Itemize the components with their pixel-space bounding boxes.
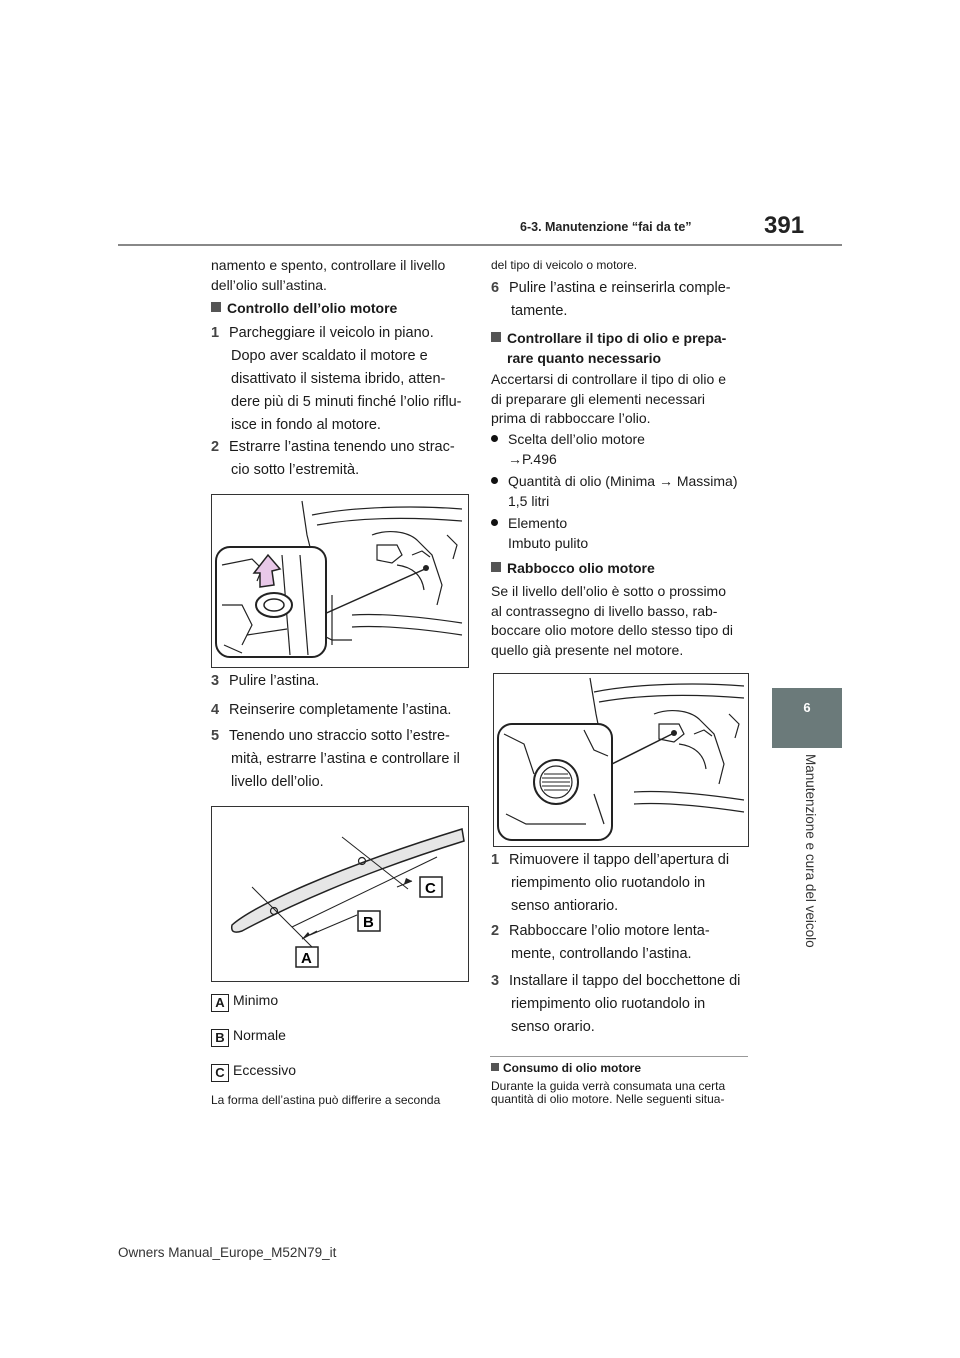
step-line: Dopo aver scaldato il motore e (231, 348, 428, 364)
bullet-oil-quantity (491, 472, 753, 511)
dipstick-illustration (212, 807, 468, 981)
bullet-text: Imbuto pulito (508, 534, 589, 551)
note-text (491, 1080, 753, 1106)
step-line: cio sotto l’estremità. (231, 462, 360, 478)
figure-dipstick-location (211, 494, 469, 668)
paragraph-line: boccare olio motore dello stesso tipo di (491, 622, 734, 638)
note-continued: del tipo di veicolo o motore. (491, 258, 638, 272)
step-number: 1 (491, 852, 500, 868)
chapter-title: Manutenzione e cura del veicolo (803, 754, 818, 948)
step-line: senso antiorario. (511, 898, 619, 914)
legend-minimo (211, 992, 278, 1012)
heading-square-icon (491, 562, 501, 572)
step-line: riempimento olio ruotandolo in (511, 875, 706, 891)
step-2 (211, 436, 473, 482)
bullet-text: Quantità di olio (Minima → Massima) (508, 473, 738, 489)
bullet-text: Elemento (508, 515, 568, 531)
step-number: 4 (211, 702, 220, 718)
step-line: isce in fondo al motore. (231, 417, 381, 433)
heading-label: Rabbocco olio motore (507, 560, 655, 576)
note-heading-label: Consumo di olio motore (503, 1061, 641, 1075)
label-a: A (301, 950, 312, 967)
legend-text: Eccessivo (233, 1062, 297, 1078)
note-square-icon (491, 1063, 499, 1071)
paragraph-line: Accertarsi di controllare il tipo di olio e (491, 371, 726, 387)
step-1 (211, 322, 473, 437)
label-c: C (425, 880, 436, 897)
step-line: Rabboccare l’olio motore lenta- (509, 923, 710, 939)
label-b: B (363, 914, 374, 931)
step-line: Reinserire completamente l’astina. (229, 702, 452, 718)
bullet-icon (491, 477, 498, 484)
step-line: Parcheggiare il veicolo in piano. (229, 325, 434, 341)
step-6 (491, 277, 753, 323)
step-line: Rimuovere il tappo dell’apertura di (509, 852, 730, 868)
step-line: Estrarre l’astina tenendo uno strac- (229, 439, 455, 455)
paragraph-line: di preparare gli elementi necessari (491, 390, 705, 407)
refill-step-1 (491, 849, 753, 918)
intro-text (211, 256, 471, 295)
legend-key: B (211, 1029, 229, 1047)
bullet-icon (491, 519, 498, 526)
note-line: quantità di olio motore. Nelle seguenti situa- (491, 1092, 725, 1106)
heading-label: Controllo dell’olio motore (227, 300, 398, 316)
step-line: Installare il tappo del bocchettone di (509, 973, 741, 989)
heading-label: Controllare il tipo di olio e prepa- (507, 330, 727, 346)
chapter-title-vertical (794, 754, 822, 954)
heading-check-oil-type (491, 328, 753, 368)
bullet-text: Scelta dell’olio motore (508, 431, 645, 447)
dipstick-note: La forma dell’astina può differire a seconda (211, 1093, 441, 1107)
legend-key: A (211, 994, 229, 1012)
top-up-paragraph (491, 582, 753, 660)
step-line: Pulire l’astina e reinserirla comple- (509, 280, 731, 296)
heading-square-icon (211, 302, 221, 312)
heading-label-line2: rare quanto necessario (507, 350, 662, 366)
step-number: 1 (211, 325, 220, 341)
page-link[interactable]: →P.496 (508, 450, 557, 467)
note-divider (490, 1056, 748, 1057)
step-4 (211, 699, 451, 722)
step-line: Tenendo uno straccio sotto l’estre- (229, 728, 450, 744)
bullet-oil-choice (491, 430, 753, 469)
figure-dipstick-levels (211, 806, 469, 982)
paragraph-line: prima di rabboccare l’olio. (491, 410, 651, 426)
heading-top-up-oil (491, 560, 655, 576)
step-3 (211, 670, 319, 693)
step-number: 6 (491, 280, 500, 296)
heading-square-icon (491, 332, 501, 342)
step-line: Pulire l’astina. (229, 673, 320, 689)
legend-eccessivo (211, 1062, 296, 1082)
figure-oil-filler-cap (493, 673, 749, 847)
chapter-number: 6 (803, 700, 811, 715)
section-title: 6-3. Manutenzione “fai da te” (520, 220, 692, 234)
step-number: 2 (211, 439, 220, 455)
oil-type-paragraph (491, 370, 753, 429)
refill-step-2 (491, 920, 753, 966)
legend-normale (211, 1027, 286, 1047)
paragraph-line: al contrassegno di livello basso, rab- (491, 602, 718, 619)
step-line: disattivato il sistema ibrido, atten- (231, 371, 446, 387)
filler-cap-illustration (494, 674, 748, 846)
page-number: 391 (764, 212, 805, 239)
step-number: 3 (491, 973, 500, 989)
engine-bay-illustration (212, 495, 468, 667)
note-heading (491, 1061, 641, 1075)
legend-key: C (211, 1064, 229, 1082)
bullet-icon (491, 435, 498, 442)
bullet-item (491, 514, 753, 553)
bullet-text: 1,5 litri (508, 492, 550, 509)
step-line: senso orario. (511, 1019, 595, 1035)
step-number: 3 (211, 673, 220, 689)
step-line: tamente. (511, 303, 568, 319)
paragraph-line: quello già presente nel motore. (491, 641, 684, 658)
refill-step-3 (491, 970, 753, 1039)
paragraph-line: Se il livello dell’olio è sotto o prossimo (491, 583, 726, 599)
step-number: 5 (211, 728, 220, 744)
step-line: mente, controllando l’astina. (511, 946, 692, 962)
legend-text: Normale (233, 1027, 286, 1043)
footer-doc-id: Owners Manual_Europe_M52N79_it (118, 1245, 337, 1260)
intro-line-2: dell’olio sull’astina. (211, 276, 327, 293)
step-line: livello dell’olio. (231, 774, 324, 790)
note-line: Durante la guida verrà consumata una certa (491, 1079, 726, 1093)
chapter-tab (772, 688, 842, 748)
step-5 (211, 725, 473, 794)
step-line: mità, estrarre l’astina e controllare il (231, 751, 460, 767)
intro-line-1: namento e spento, controllare il livello (211, 257, 446, 273)
header-rule (118, 244, 842, 246)
legend-text: Minimo (233, 992, 279, 1008)
heading-check-oil (211, 300, 397, 316)
step-line: riempimento olio ruotandolo in (511, 996, 706, 1012)
step-line: dere più di 5 minuti finché l’olio riflu- (231, 394, 462, 410)
step-number: 2 (491, 923, 500, 939)
